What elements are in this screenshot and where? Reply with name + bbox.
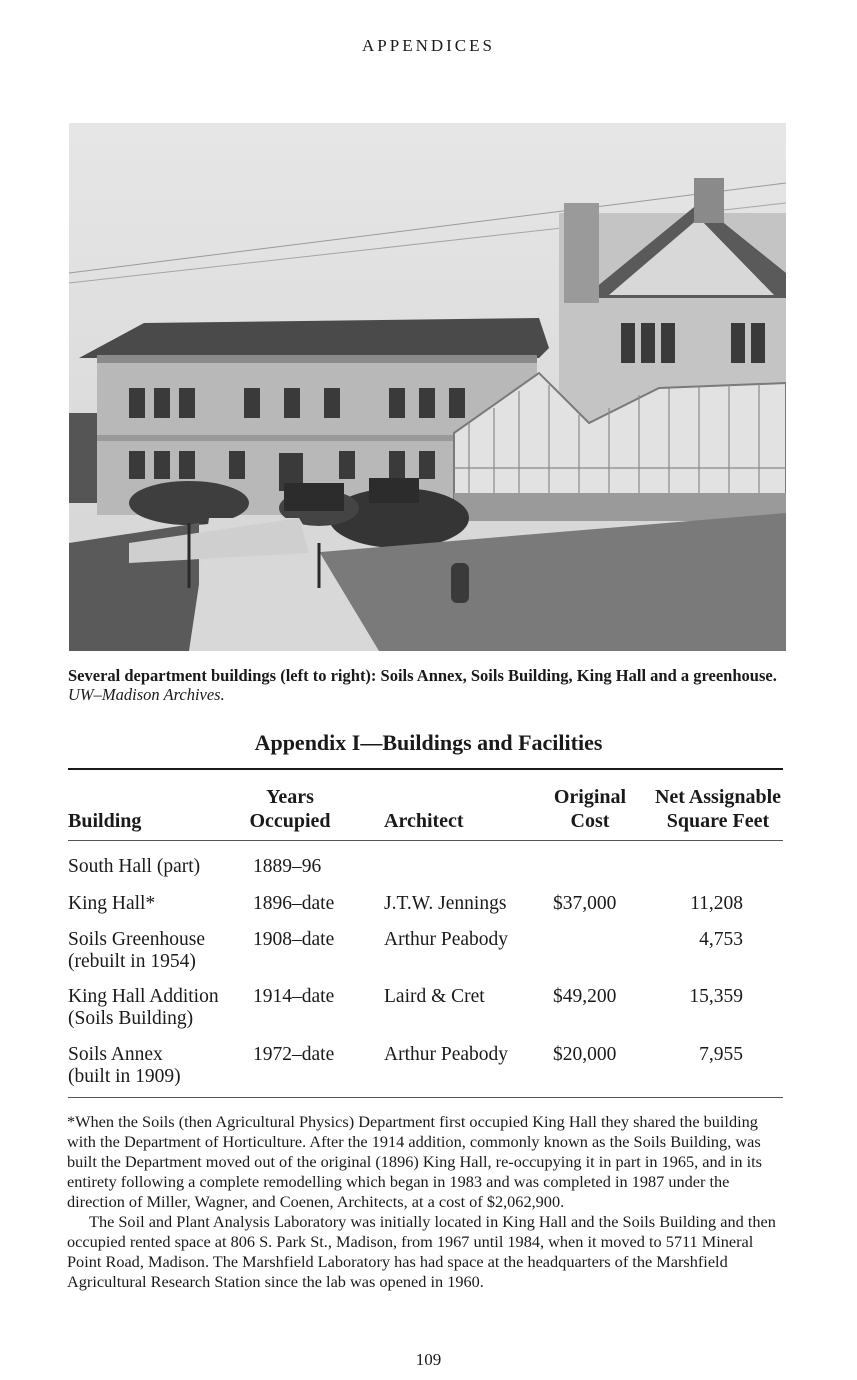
photo-caption [68, 666, 788, 704]
cell-years: 1896–date [253, 893, 335, 914]
cell-cost: $37,000 [553, 893, 617, 914]
photo-illustration [69, 123, 786, 651]
cell-years: 1972–date [253, 1044, 335, 1065]
table-header-rule [68, 840, 783, 841]
cell-architect: Arthur Peabody [384, 929, 509, 950]
cell-area: 15,359 [689, 986, 743, 1007]
footnote-paragraph: *When the Soils (then Agricultural Physics) Department first occupied King Hall they shared the building with the Department of Horticulture. After the 1914 addition, commonly known as the Soils Building, was built the Department moved out of the original (1896) King Hall, re-occupying it in part in 1965, and in its entirety following a complete remodelling which began in 1983 and was completed in 1987 under the direction of Miller, Wagner, and Coenen, Architects, at a cost of $2,062,900. [67, 1112, 762, 1211]
cell-building-note: (built in 1909) [68, 1066, 181, 1087]
header-cost-line1: Original [553, 786, 627, 808]
header-cost-line2: Cost [570, 810, 610, 832]
table-top-rule [68, 768, 783, 770]
cell-area: 7,955 [699, 1044, 743, 1065]
appendix-title: Appendix I—Buildings and Facilities [254, 730, 603, 755]
cell-years: 1914–date [253, 986, 335, 1007]
cell-cost: $20,000 [553, 1044, 617, 1065]
cell-building: South Hall (part) [68, 856, 201, 877]
table-bottom-rule [68, 1097, 783, 1098]
cell-years: 1889–96 [253, 856, 322, 877]
cell-area: 11,208 [690, 893, 743, 914]
running-head: APPENDICES [362, 36, 495, 55]
header-architect: Architect [384, 810, 464, 832]
cell-architect: J.T.W. Jennings [384, 893, 507, 914]
cell-building: King Hall Addition [68, 986, 219, 1007]
cell-years: 1908–date [253, 929, 335, 950]
header-years-line2: Occupied [249, 810, 331, 832]
cell-building-note: (rebuilt in 1954) [68, 951, 196, 972]
header-building: Building [68, 810, 142, 832]
cell-building-note: (Soils Building) [68, 1008, 194, 1029]
archival-photo [69, 123, 786, 651]
footnote-paragraph: The Soil and Plant Analysis Laboratory was initially located in King Hall and the Soils Building and then occupied rented space at 806 S. Park St., Madison, from 1967 until 1984, when it moved to 5711 Mineral Point Road, Madison. The Marshfield Laboratory has had space at the headquarters of the Marshfield Agricultural Research Station since the lab was opened in 1960. [67, 1212, 776, 1291]
header-area-line1: Net Assignable [654, 786, 782, 808]
cell-architect: Laird & Cret [384, 986, 485, 1007]
page-number: 109 [415, 1350, 442, 1369]
caption-credit: UW–Madison Archives. [68, 685, 225, 704]
caption-text: Several department buildings (left to right): Soils Annex, Soils Building, King Hall and a greenhouse. [68, 666, 777, 685]
cell-cost: $49,200 [553, 986, 617, 1007]
header-years-line1: Years [266, 786, 314, 808]
cell-building: King Hall* [68, 893, 156, 914]
cell-building: Soils Greenhouse [68, 929, 206, 950]
cell-architect: Arthur Peabody [384, 1044, 509, 1065]
header-area-line2: Square Feet [666, 810, 770, 832]
footnote [67, 1112, 783, 1292]
cell-area: 4,753 [699, 929, 743, 950]
cell-building: Soils Annex [68, 1044, 163, 1065]
